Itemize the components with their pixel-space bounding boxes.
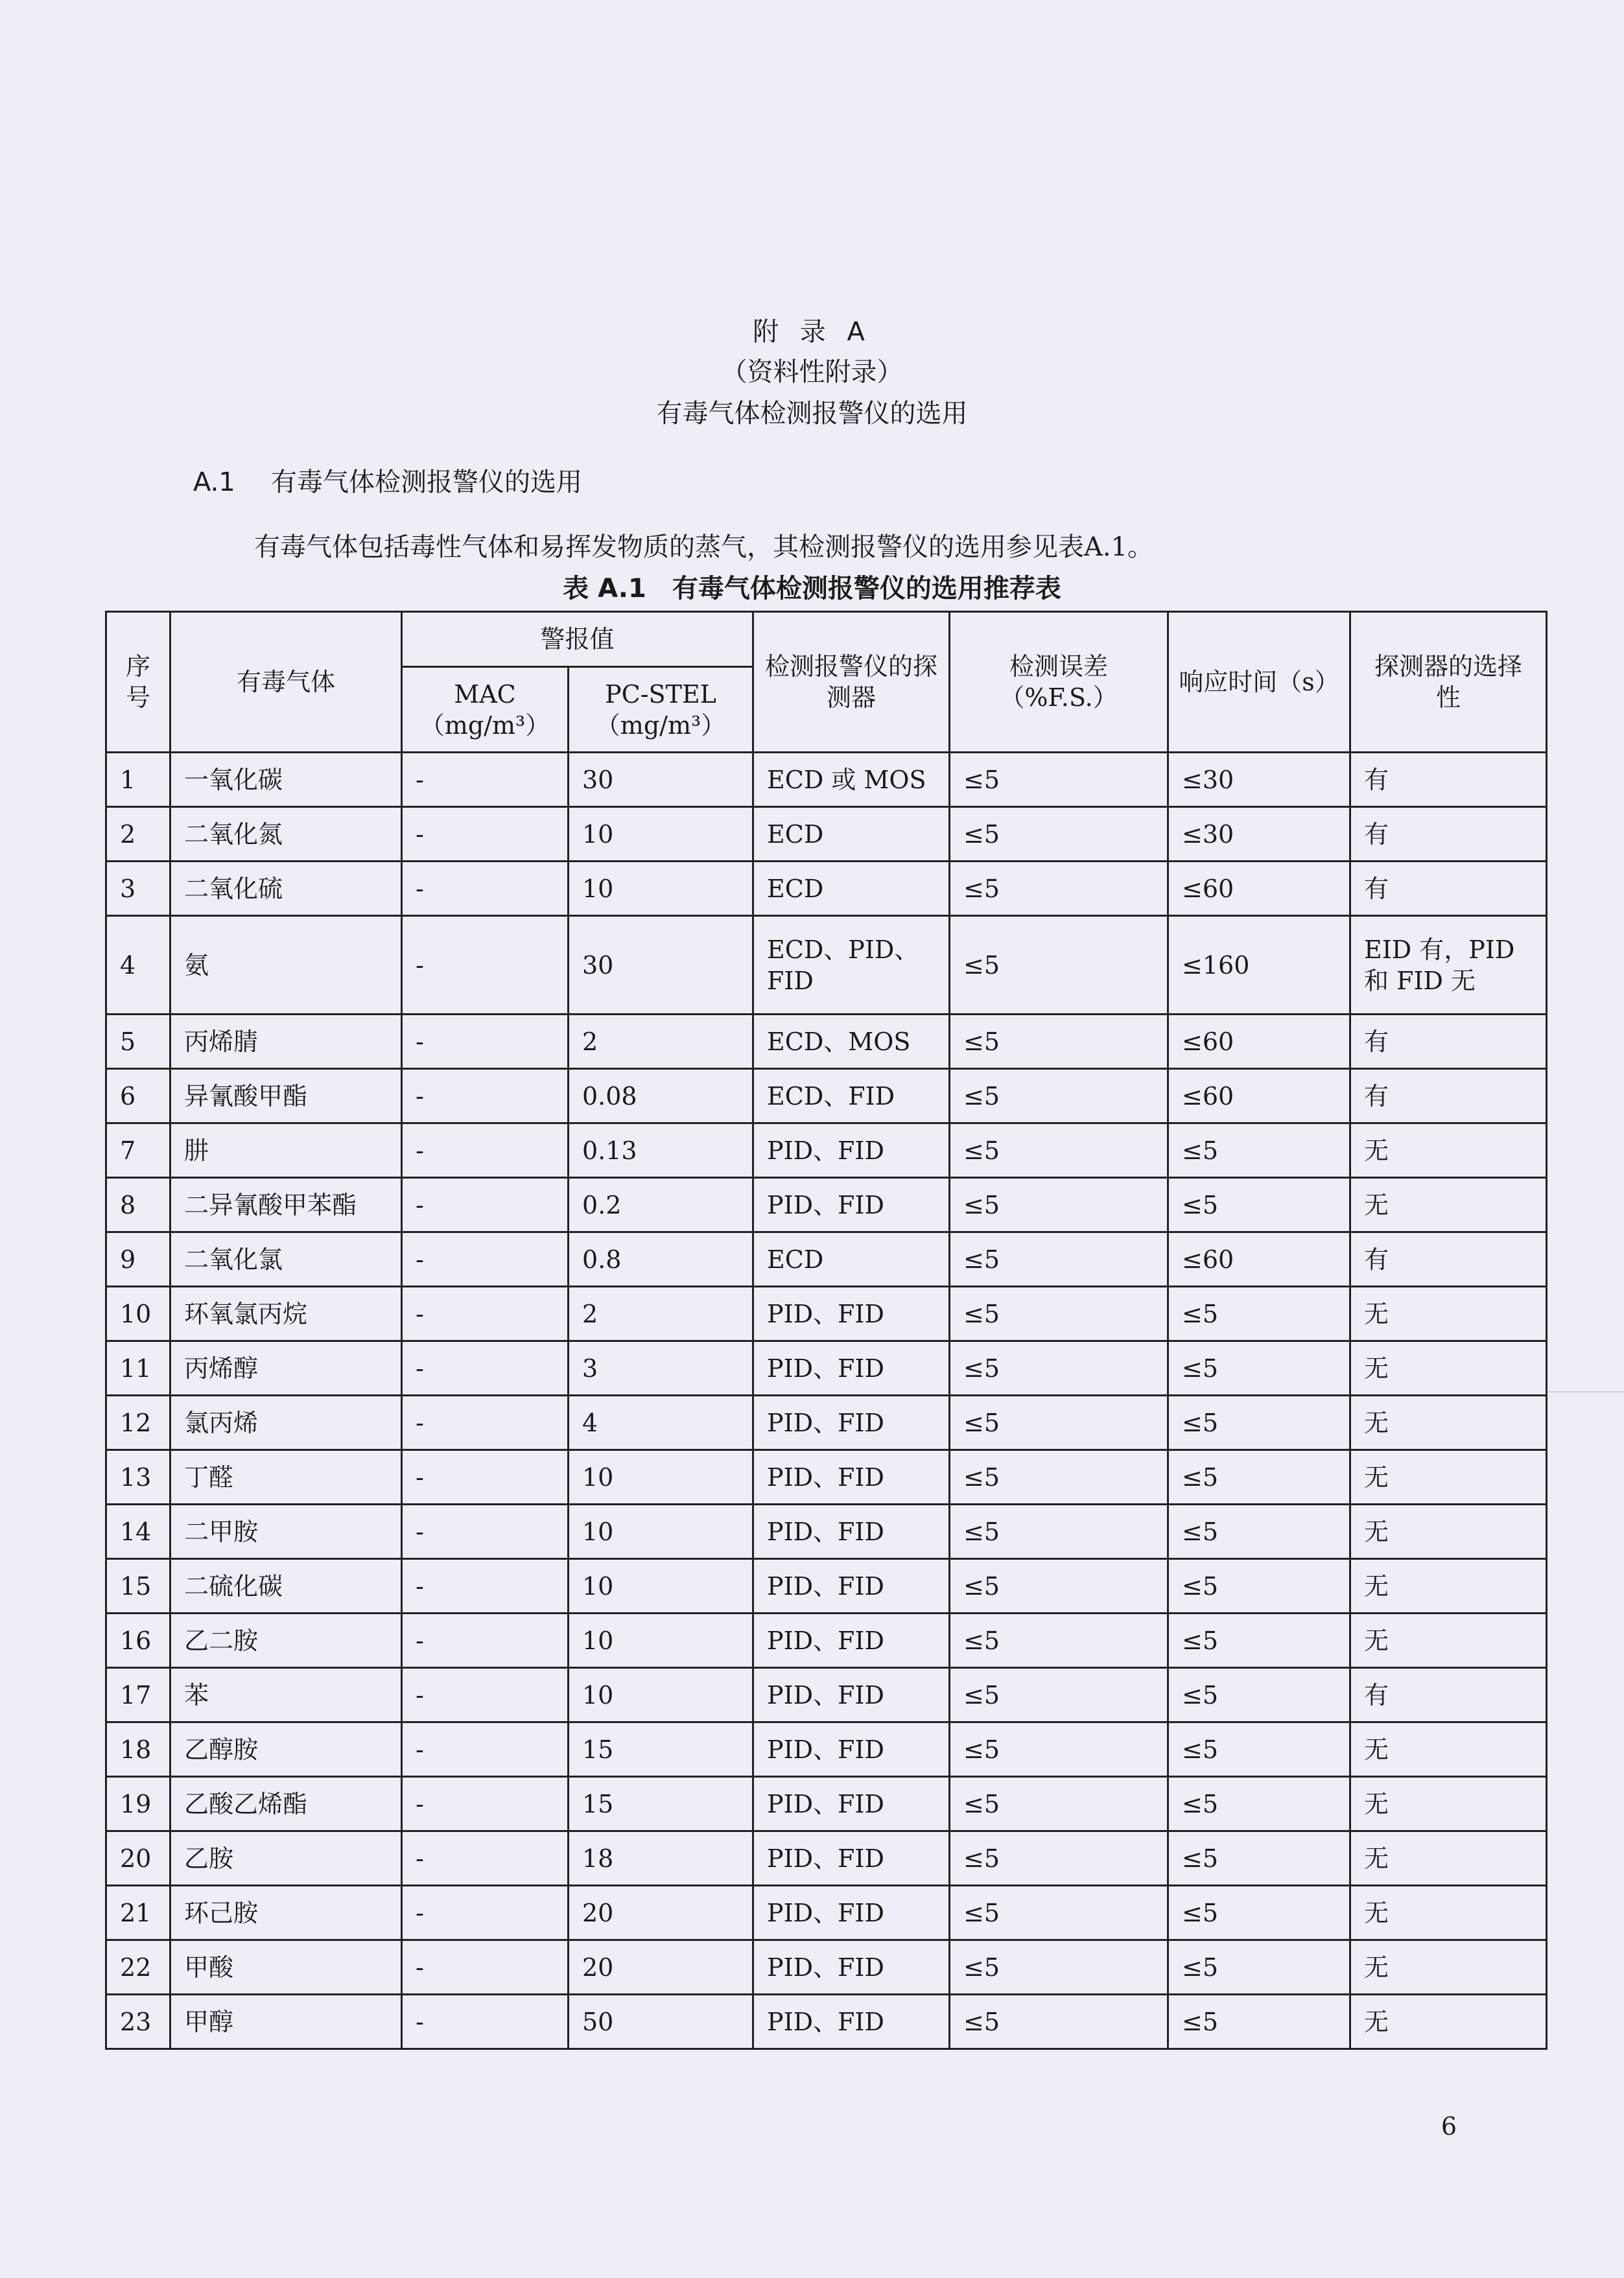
cell-selectivity: 无: [1350, 1505, 1547, 1559]
table-caption-title: 有毒气体检测报警仪的选用推荐表: [672, 574, 1061, 604]
cell-mac: -: [402, 1069, 569, 1123]
cell-response: ≤5: [1168, 1831, 1350, 1886]
cell-mac: -: [402, 1831, 569, 1886]
cell-selectivity: 有: [1350, 807, 1547, 862]
cell-gas: 二硫化碳: [171, 1559, 402, 1614]
cell-no: 22: [106, 1940, 171, 1995]
cell-mac: -: [402, 1995, 569, 2049]
cell-selectivity: 无: [1350, 1287, 1547, 1341]
cell-no: 14: [106, 1505, 171, 1559]
cell-detector: PID、FID: [753, 1668, 950, 1722]
cell-response: ≤30: [1168, 807, 1350, 862]
cell-selectivity: EID 有，PID 和 FID 无: [1350, 916, 1547, 1015]
cell-no: 23: [106, 1995, 171, 2049]
cell-selectivity: 无: [1350, 1178, 1547, 1232]
table-row: [106, 916, 1547, 1015]
cell-pcstel: 2: [569, 1287, 753, 1341]
cell-no: 20: [106, 1831, 171, 1886]
cell-no: 5: [106, 1015, 171, 1069]
table-caption-label: 表 A.1: [563, 574, 646, 604]
cell-response: ≤60: [1168, 862, 1350, 916]
cell-no: 4: [106, 916, 171, 1015]
header-error-unit: （%F.S.）: [1000, 683, 1118, 712]
cell-mac: -: [402, 1668, 569, 1722]
table-row: [106, 1015, 1547, 1069]
appendix-title: 有毒气体检测报警仪的选用: [656, 399, 968, 429]
cell-error: ≤5: [950, 1886, 1168, 1940]
cell-pcstel: 2: [569, 1015, 753, 1069]
cell-error: ≤5: [950, 1614, 1168, 1668]
cell-selectivity: 无: [1350, 1995, 1547, 2049]
table-row: [106, 1287, 1547, 1341]
cell-gas: 甲醇: [171, 1995, 402, 2049]
cell-gas: 二氧化氯: [171, 1232, 402, 1287]
cell-error: ≤5: [950, 1940, 1168, 1995]
cell-pcstel: 15: [569, 1722, 753, 1777]
cell-gas: 二甲胺: [171, 1505, 402, 1559]
cell-pcstel: 3: [569, 1341, 753, 1396]
cell-gas: 乙醇胺: [171, 1722, 402, 1777]
cell-pcstel: 10: [569, 807, 753, 862]
cell-error: ≤5: [950, 1559, 1168, 1614]
cell-pcstel: 30: [569, 753, 753, 807]
cell-selectivity: 无: [1350, 1831, 1547, 1886]
cell-pcstel: 20: [569, 1940, 753, 1995]
cell-error: ≤5: [950, 1450, 1168, 1505]
cell-detector: ECD、PID、FID: [753, 916, 950, 1015]
cell-response: ≤5: [1168, 1886, 1350, 1940]
cell-gas: 丙烯腈: [171, 1015, 402, 1069]
cell-selectivity: 无: [1350, 1450, 1547, 1505]
cell-response: ≤5: [1168, 1614, 1350, 1668]
cell-selectivity: 有: [1350, 753, 1547, 807]
cell-error: ≤5: [950, 1015, 1168, 1069]
header-error: [950, 612, 1168, 753]
table-row: [106, 1505, 1547, 1559]
cell-gas: 氯丙烯: [171, 1396, 402, 1450]
table-row: [106, 1831, 1547, 1886]
cell-detector: PID、FID: [753, 1940, 950, 1995]
page-number: 6: [1441, 2112, 1457, 2141]
cell-mac: -: [402, 1287, 569, 1341]
table-row: [106, 1940, 1547, 1995]
table-row: [106, 1232, 1547, 1287]
cell-pcstel: 0.2: [569, 1178, 753, 1232]
margin-rule: [1548, 1391, 1624, 1392]
table-row: [106, 1178, 1547, 1232]
cell-no: 21: [106, 1886, 171, 1940]
cell-mac: -: [402, 916, 569, 1015]
cell-detector: ECD、FID: [753, 1069, 950, 1123]
cell-pcstel: 15: [569, 1777, 753, 1831]
cell-pcstel: 0.13: [569, 1123, 753, 1178]
cell-selectivity: 有: [1350, 1232, 1547, 1287]
cell-no: 18: [106, 1722, 171, 1777]
table-row: [106, 1722, 1547, 1777]
cell-response: ≤5: [1168, 1396, 1350, 1450]
cell-selectivity: 有: [1350, 1668, 1547, 1722]
header-seq: 序号: [106, 612, 171, 753]
cell-no: 17: [106, 1668, 171, 1722]
cell-gas: 二氧化氮: [171, 807, 402, 862]
cell-mac: -: [402, 753, 569, 807]
cell-detector: PID、FID: [753, 1341, 950, 1396]
section-number: A.1: [193, 467, 235, 497]
cell-detector: ECD: [753, 807, 950, 862]
cell-pcstel: 10: [569, 1505, 753, 1559]
header-alarm: 警报值: [402, 612, 753, 667]
cell-no: 3: [106, 862, 171, 916]
cell-error: ≤5: [950, 1995, 1168, 2049]
cell-selectivity: 无: [1350, 1886, 1547, 1940]
cell-error: ≤5: [950, 916, 1168, 1015]
cell-gas: 二氧化硫: [171, 862, 402, 916]
cell-detector: PID、FID: [753, 1505, 950, 1559]
cell-error: ≤5: [950, 862, 1168, 916]
cell-no: 12: [106, 1396, 171, 1450]
header-error-label: 检测误差: [1009, 652, 1109, 681]
cell-no: 16: [106, 1614, 171, 1668]
cell-pcstel: 10: [569, 1614, 753, 1668]
cell-gas: 一氧化碳: [171, 753, 402, 807]
cell-mac: -: [402, 1722, 569, 1777]
cell-selectivity: 无: [1350, 1940, 1547, 1995]
cell-mac: -: [402, 1559, 569, 1614]
cell-mac: -: [402, 862, 569, 916]
table-row: [106, 1341, 1547, 1396]
cell-pcstel: 10: [569, 862, 753, 916]
cell-detector: PID、FID: [753, 1178, 950, 1232]
cell-mac: -: [402, 1505, 569, 1559]
cell-response: ≤5: [1168, 1668, 1350, 1722]
cell-response: ≤5: [1168, 1777, 1350, 1831]
cell-no: 1: [106, 753, 171, 807]
cell-pcstel: 10: [569, 1559, 753, 1614]
header-pcstel: [569, 667, 753, 753]
cell-gas: 乙胺: [171, 1831, 402, 1886]
cell-gas: 环氧氯丙烷: [171, 1287, 402, 1341]
cell-mac: -: [402, 807, 569, 862]
cell-selectivity: 无: [1350, 1777, 1547, 1831]
cell-no: 2: [106, 807, 171, 862]
cell-detector: PID、FID: [753, 1396, 950, 1450]
cell-pcstel: 10: [569, 1668, 753, 1722]
cell-response: ≤5: [1168, 1559, 1350, 1614]
cell-detector: PID、FID: [753, 1886, 950, 1940]
cell-mac: -: [402, 1123, 569, 1178]
table-row: [106, 1668, 1547, 1722]
cell-mac: -: [402, 1341, 569, 1396]
cell-detector: ECD 或 MOS: [753, 753, 950, 807]
cell-selectivity: 无: [1350, 1722, 1547, 1777]
cell-response: ≤60: [1168, 1015, 1350, 1069]
table-row: [106, 1614, 1547, 1668]
cell-selectivity: 无: [1350, 1396, 1547, 1450]
header-pcstel-unit: （mg/m³）: [595, 710, 726, 740]
cell-pcstel: 0.08: [569, 1069, 753, 1123]
cell-error: ≤5: [950, 753, 1168, 807]
cell-response: ≤5: [1168, 1123, 1350, 1178]
header-mac-unit: （mg/m³）: [419, 710, 550, 740]
cell-gas: 环己胺: [171, 1886, 402, 1940]
cell-response: ≤160: [1168, 916, 1350, 1015]
header-mac: [402, 667, 569, 753]
cell-detector: PID、FID: [753, 1777, 950, 1831]
cell-gas: 丙烯醇: [171, 1341, 402, 1396]
table-row: [106, 1396, 1547, 1450]
intro-paragraph: 有毒气体包括毒性气体和易挥发物质的蒸气，其检测报警仪的选用参见表A.1。: [254, 532, 1154, 562]
cell-response: ≤60: [1168, 1232, 1350, 1287]
cell-mac: -: [402, 1614, 569, 1668]
cell-gas: 苯: [171, 1668, 402, 1722]
cell-mac: -: [402, 1396, 569, 1450]
cell-selectivity: 有: [1350, 1069, 1547, 1123]
cell-response: ≤5: [1168, 1450, 1350, 1505]
cell-selectivity: 无: [1350, 1341, 1547, 1396]
cell-pcstel: 50: [569, 1995, 753, 2049]
cell-gas: 乙二胺: [171, 1614, 402, 1668]
cell-response: ≤5: [1168, 1341, 1350, 1396]
header-detector: 检测报警仪的探测器: [753, 612, 950, 753]
cell-selectivity: 无: [1350, 1123, 1547, 1178]
gas-detector-table: [105, 611, 1548, 2050]
cell-response: ≤60: [1168, 1069, 1350, 1123]
table-row: [106, 862, 1547, 916]
cell-error: ≤5: [950, 1831, 1168, 1886]
cell-error: ≤5: [950, 1396, 1168, 1450]
cell-no: 10: [106, 1287, 171, 1341]
cell-selectivity: 有: [1350, 1015, 1547, 1069]
table-row: [106, 1123, 1547, 1178]
cell-detector: ECD: [753, 862, 950, 916]
cell-detector: PID、FID: [753, 1722, 950, 1777]
cell-response: ≤5: [1168, 1505, 1350, 1559]
cell-no: 6: [106, 1069, 171, 1123]
cell-pcstel: 0.8: [569, 1232, 753, 1287]
cell-mac: -: [402, 1886, 569, 1940]
cell-mac: -: [402, 1777, 569, 1831]
header-pcstel-label: PC-STEL: [605, 679, 716, 709]
cell-detector: PID、FID: [753, 1559, 950, 1614]
cell-response: ≤5: [1168, 1722, 1350, 1777]
cell-pcstel: 30: [569, 916, 753, 1015]
cell-no: 8: [106, 1178, 171, 1232]
cell-pcstel: 20: [569, 1886, 753, 1940]
cell-error: ≤5: [950, 1069, 1168, 1123]
cell-detector: PID、FID: [753, 1831, 950, 1886]
cell-gas: 异氰酸甲酯: [171, 1069, 402, 1123]
cell-pcstel: 4: [569, 1396, 753, 1450]
cell-detector: ECD、MOS: [753, 1015, 950, 1069]
cell-gas: 乙酸乙烯酯: [171, 1777, 402, 1831]
cell-error: ≤5: [950, 1178, 1168, 1232]
cell-detector: PID、FID: [753, 1614, 950, 1668]
cell-mac: -: [402, 1450, 569, 1505]
table-row: [106, 1995, 1547, 2049]
table-caption: [0, 572, 1624, 605]
cell-response: ≤5: [1168, 1940, 1350, 1995]
cell-gas: 氨: [171, 916, 402, 1015]
cell-error: ≤5: [950, 807, 1168, 862]
cell-response: ≤30: [1168, 753, 1350, 807]
cell-gas: 肼: [171, 1123, 402, 1178]
cell-selectivity: 有: [1350, 862, 1547, 916]
table-body: [106, 753, 1547, 2049]
cell-error: ≤5: [950, 1722, 1168, 1777]
cell-selectivity: 无: [1350, 1614, 1547, 1668]
table-row: [106, 753, 1547, 807]
cell-response: ≤5: [1168, 1178, 1350, 1232]
appendix-nature: （资料性附录）: [721, 357, 903, 387]
cell-selectivity: 无: [1350, 1559, 1547, 1614]
cell-detector: PID、FID: [753, 1995, 950, 2049]
section-title: 有毒气体检测报警仪的选用: [271, 467, 582, 497]
cell-pcstel: 18: [569, 1831, 753, 1886]
cell-no: 11: [106, 1341, 171, 1396]
cell-error: ≤5: [950, 1505, 1168, 1559]
cell-detector: PID、FID: [753, 1287, 950, 1341]
cell-mac: -: [402, 1232, 569, 1287]
cell-detector: PID、FID: [753, 1450, 950, 1505]
cell-response: ≤5: [1168, 1995, 1350, 2049]
cell-no: 9: [106, 1232, 171, 1287]
cell-detector: ECD: [753, 1232, 950, 1287]
cell-no: 19: [106, 1777, 171, 1831]
cell-gas: 甲酸: [171, 1940, 402, 1995]
cell-error: ≤5: [950, 1341, 1168, 1396]
cell-error: ≤5: [950, 1668, 1168, 1722]
table-row: [106, 1777, 1547, 1831]
header-selectivity: 探测器的选择性: [1350, 612, 1547, 753]
cell-mac: -: [402, 1940, 569, 1995]
header-gas: 有毒气体: [171, 612, 402, 753]
table-row: [106, 1559, 1547, 1614]
cell-detector: PID、FID: [753, 1123, 950, 1178]
cell-error: ≤5: [950, 1287, 1168, 1341]
table-row: [106, 807, 1547, 862]
cell-error: ≤5: [950, 1777, 1168, 1831]
cell-no: 15: [106, 1559, 171, 1614]
table-row: [106, 1450, 1547, 1505]
table-row: [106, 1886, 1547, 1940]
cell-mac: -: [402, 1015, 569, 1069]
cell-error: ≤5: [950, 1123, 1168, 1178]
section-heading: [193, 465, 582, 499]
cell-no: 13: [106, 1450, 171, 1505]
cell-gas: 二异氰酸甲苯酯: [171, 1178, 402, 1232]
appendix-label: 附 录 A: [753, 317, 871, 347]
header-mac-label: MAC: [454, 679, 516, 709]
header-response: 响应时间（s）: [1168, 612, 1350, 753]
cell-pcstel: 10: [569, 1450, 753, 1505]
cell-response: ≤5: [1168, 1287, 1350, 1341]
table-row: [106, 1069, 1547, 1123]
cell-mac: -: [402, 1178, 569, 1232]
cell-error: ≤5: [950, 1232, 1168, 1287]
cell-gas: 丁醛: [171, 1450, 402, 1505]
cell-no: 7: [106, 1123, 171, 1178]
